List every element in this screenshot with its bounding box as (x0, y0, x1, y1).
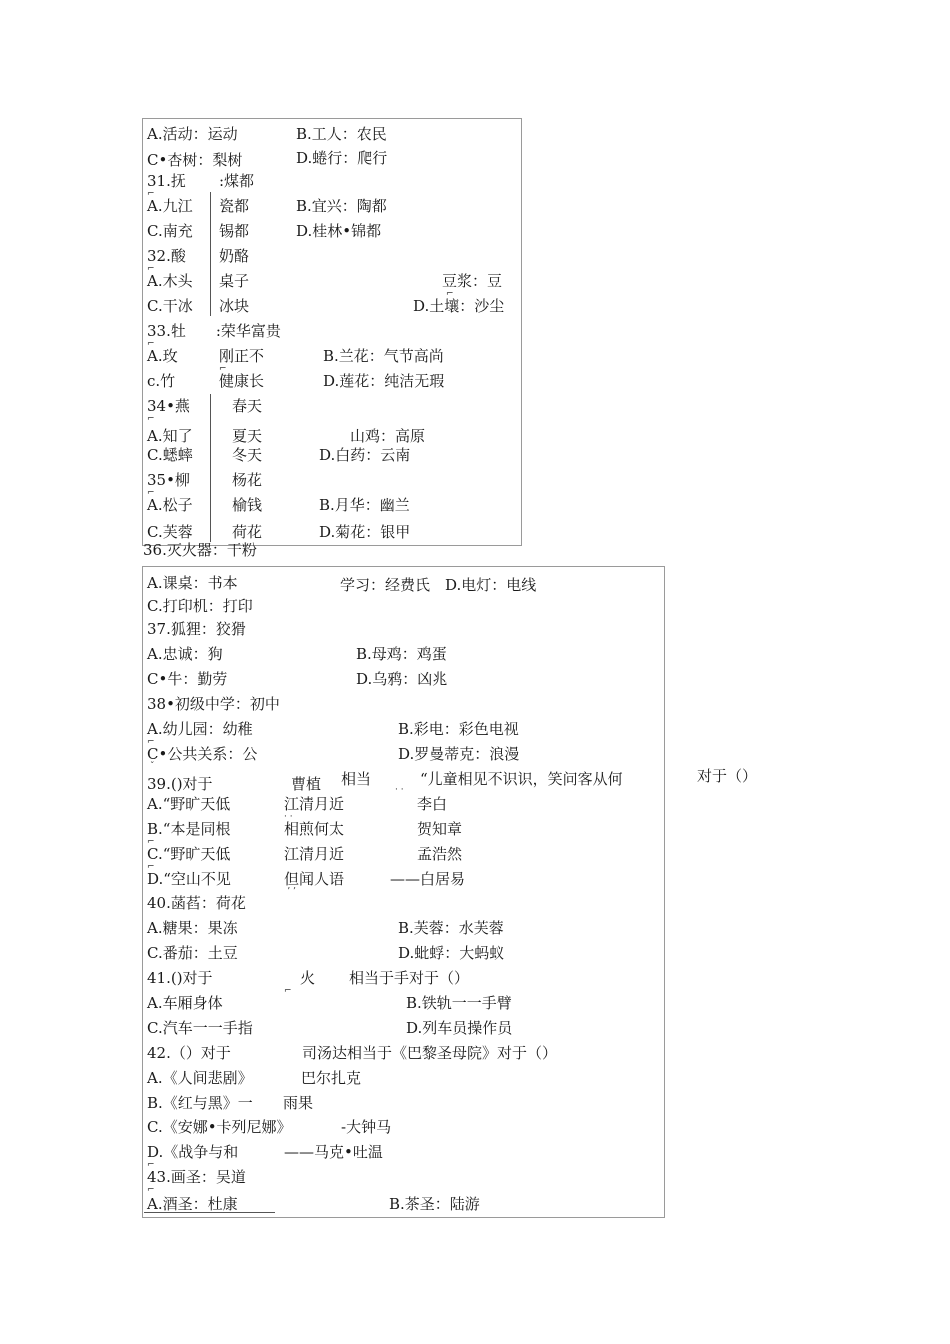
mark-glyph: ⌐ (147, 414, 155, 424)
option-text: 巴尔扎克 (301, 1069, 362, 1087)
option-text: B.兰花：气节高尚 (323, 347, 444, 365)
option-text: D.白药：云南 (319, 446, 411, 464)
column-divider-1 (210, 192, 211, 316)
question-title: 33.牡 :荣华富贵 (147, 322, 281, 340)
option-text: B.茶圣：陆游 (389, 1195, 480, 1213)
option-text: A.车厢身体 (147, 994, 223, 1012)
option-text: 桌子 (219, 272, 250, 290)
question-title: 41.()对于 (147, 969, 213, 987)
option-text: B.芙蓉：水芙蓉 (398, 919, 504, 937)
option-text: C.“野旷天低 (147, 845, 231, 863)
option-text: C.《安娜•卡列尼娜》 (147, 1118, 292, 1136)
option-text: A.糖果：果冻 (147, 919, 238, 937)
option-text: D.土壤：沙尘 (413, 297, 505, 315)
option-text: A.忠诚：狗 (147, 645, 223, 663)
mark-glyph: ⌐ (219, 364, 227, 374)
option-text: C.打印机：打印 (147, 597, 253, 615)
option-text: A.木头 (147, 272, 193, 290)
option-text: C.芙蓉 (147, 523, 193, 541)
option-text: 李白 (417, 795, 448, 813)
option-text: 江清月近 (284, 795, 345, 813)
option-text: B.月华：幽兰 (319, 496, 410, 514)
option-text: 夏天 (232, 427, 263, 445)
option-text: 贺知章 (417, 820, 463, 838)
question-title: 37.狐狸：狡猾 (147, 620, 246, 638)
option-text: 雨果 (283, 1094, 314, 1112)
option-text: B.《红与黑》一 (147, 1094, 253, 1112)
option-text: 刚正不 (219, 347, 265, 365)
option-text: B.铁轨一一手臂 (406, 994, 512, 1012)
option-text: D.乌鸦：凶兆 (356, 670, 448, 688)
option-text: C.汽车一一手指 (147, 1019, 253, 1037)
option-text: 但闻人语 (284, 870, 345, 888)
question-text: 司汤达相当于《巴黎圣母院》对于（） (302, 1044, 558, 1062)
option-text: 冬天 (232, 446, 263, 464)
mark-glyph: ʼ ʼ (287, 887, 296, 897)
question-text: 曹植 (291, 775, 322, 793)
mark-glyph: ⌐ (446, 289, 454, 299)
question-title: 38•初级中学：初中 (147, 695, 280, 713)
option-text: D.罗曼蒂克：浪漫 (398, 745, 520, 763)
option-text: D.电灯：电线 (445, 576, 537, 594)
question-text: 相当 (341, 770, 372, 788)
option-text: 孟浩然 (417, 845, 463, 863)
option-text: A.酒圣：杜康 (147, 1195, 238, 1213)
option-text: D.莲花：纯洁无瑕 (323, 372, 445, 390)
mark-glyph: ⌐ (147, 1160, 155, 1170)
option-text: 相煎何太 (284, 820, 345, 838)
option-text: 冰块 (219, 297, 250, 315)
question-title: 34•燕 (147, 397, 190, 415)
option-text: A.《人间悲剧》 (147, 1069, 253, 1087)
option-text: -大钟马 (341, 1118, 392, 1136)
option-text: C•牛：勤劳 (147, 670, 228, 688)
column-divider-2 (210, 394, 211, 542)
mark-glyph: ⌐ (147, 1185, 155, 1195)
option-text: c.竹 (147, 372, 176, 390)
option-text: A.玫 (147, 347, 178, 365)
option-text: C.干冰 (147, 297, 193, 315)
option-text: 春天 (232, 397, 263, 415)
mark-glyph: ⌐ (147, 862, 155, 872)
option-text: D.蜷行：爬行 (296, 149, 388, 167)
option-text: B.工人：农民 (296, 125, 387, 143)
option-text: ——马克•吐温 (284, 1143, 383, 1161)
mark-glyph: ⌐ (147, 737, 155, 747)
mark-glyph: ⌐ (147, 837, 155, 847)
mark-glyph: ⌐ (284, 986, 292, 996)
question-title: 35•柳 (147, 471, 190, 489)
mark-glyph: ⌐ (147, 189, 155, 199)
question-title: 39.()对于 (147, 775, 213, 793)
option-text: ——白居易 (390, 870, 466, 888)
option-text: D.《战争与和 (147, 1143, 239, 1161)
mark-glyph: ⌐ (147, 339, 155, 349)
option-text: 锡都 (219, 222, 250, 240)
question-title: 31.抚 (147, 172, 186, 190)
option-text: 杨花 (232, 471, 263, 489)
question-title: 32.酸 (147, 247, 186, 265)
question-title: 42.（）对于 (147, 1044, 231, 1062)
option-text: 学习：经费氏 (340, 576, 431, 594)
mark-glyph: ˇ (150, 762, 155, 772)
option-text: 奶酪 (219, 247, 250, 265)
question-title: :煤都 (219, 172, 255, 190)
mark-glyph: ⌐ (147, 488, 155, 498)
option-text: 榆钱 (232, 496, 263, 514)
question-text: 火 (300, 969, 316, 987)
option-text: 荷花 (232, 523, 263, 541)
question-title: 36.灭火器：干粉 (143, 541, 257, 559)
option-text: B.母鸡：鸡蛋 (356, 645, 447, 663)
option-text: B.“本是同根 (147, 820, 231, 838)
option-text: A.松子 (147, 496, 193, 514)
option-text: C•杏树：梨树 (147, 151, 243, 169)
question-text: 对于（） (697, 767, 758, 785)
option-text: A.活动：运动 (147, 125, 238, 143)
option-text: C.南充 (147, 222, 193, 240)
option-text: A.幼儿园：幼稚 (147, 720, 253, 738)
option-text: 江清月近 (284, 845, 345, 863)
option-text: C.番茄：土豆 (147, 944, 238, 962)
question-title: 43.画圣：吴道 (147, 1168, 246, 1186)
option-text: A.“野旷天低 (147, 795, 231, 813)
option-text: D.蚍蜉：大蚂蚁 (398, 944, 505, 962)
option-text: D.菊花：银甲 (319, 523, 411, 541)
question-text: “儿童相见不识识，笑问客从何 (420, 770, 623, 788)
option-text: C.蟋蟀 (147, 446, 193, 464)
mark-glyph: · · (395, 785, 404, 795)
option-text: 瓷都 (219, 197, 250, 215)
option-text: D.桂林•锦都 (296, 222, 382, 240)
option-text: B.宜兴：陶都 (296, 197, 387, 215)
option-text: B.彩电：彩色电视 (398, 720, 519, 738)
option-text: 山鸡：高原 (350, 427, 426, 445)
option-text: A.九江 (147, 197, 193, 215)
mark-glyph: ⌐ (147, 264, 155, 274)
question-text: 相当于手对于（） (349, 969, 470, 987)
option-text: D.列车员操作员 (406, 1019, 513, 1037)
question-title: 40.菡萏：荷花 (147, 894, 246, 912)
option-text: C•公共关系：公 (147, 745, 258, 763)
option-text: A.知了 (147, 427, 193, 445)
mark-glyph: · · (284, 812, 293, 822)
option-text: A.课桌：书本 (147, 574, 238, 592)
option-text: 豆浆：豆 (442, 272, 503, 290)
option-text: 健康长 (219, 372, 265, 390)
option-text: D.“空山不见 (147, 870, 231, 888)
